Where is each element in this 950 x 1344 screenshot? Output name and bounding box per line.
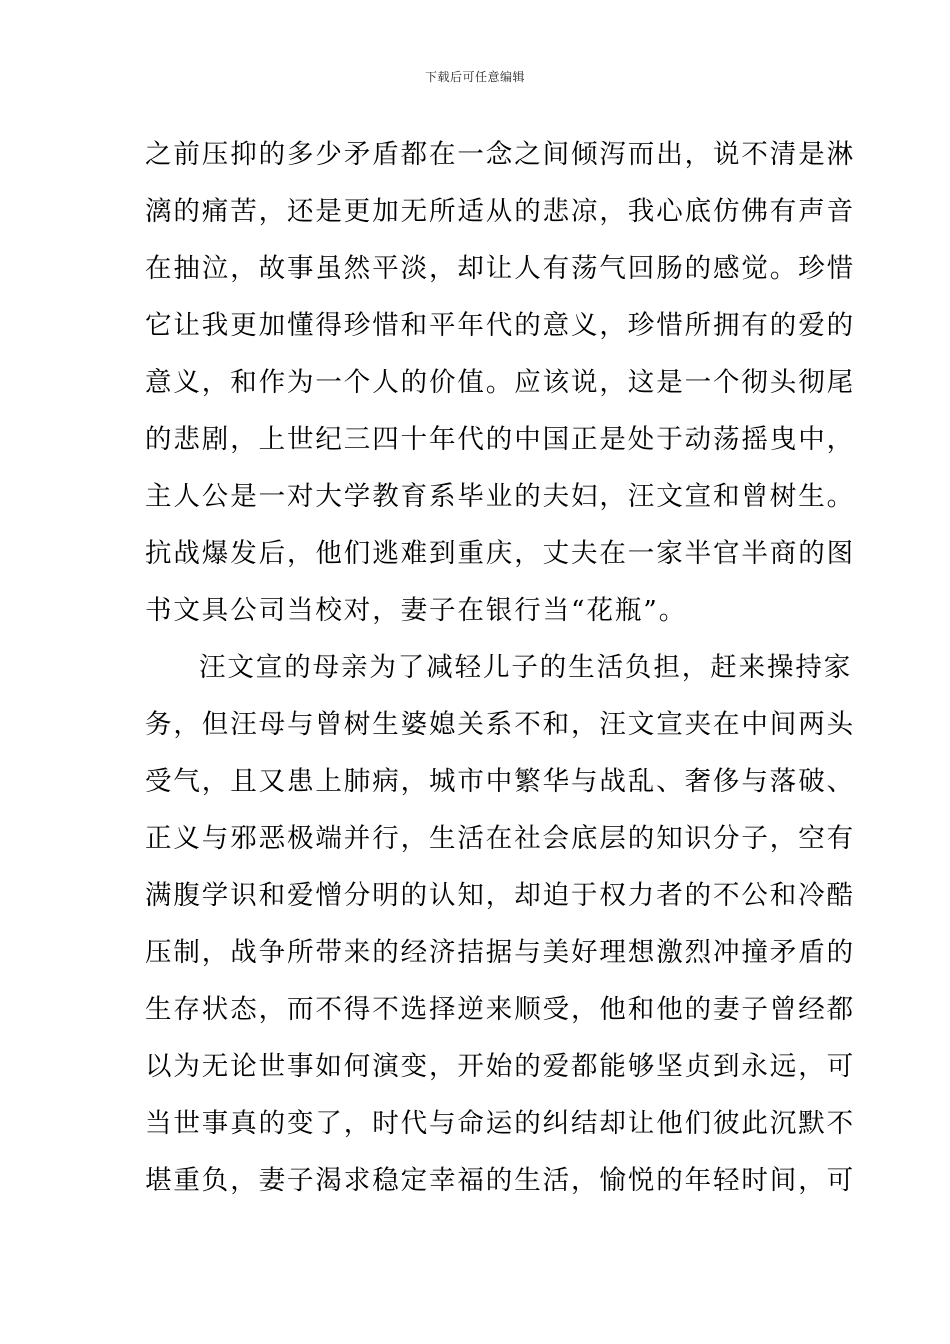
text-line: 生存状态，而不得不选择逆来顺受，他和他的妻子曾经都 [145, 994, 855, 1025]
page-header: 下载后可任意编辑 [424, 70, 525, 84]
text-line: 它让我更加懂得珍惜和平年代的意义，珍惜所拥有的爱的 [145, 310, 855, 341]
document-body [145, 126, 855, 1209]
text-line: 的悲剧，上世纪三四十年代的中国正是处于动荡摇曳中， [145, 424, 855, 455]
text-line: 在抽泣，故事虽然平淡，却让人有荡气回肠的感觉。珍惜 [145, 253, 855, 284]
text-line: 当世事真的变了，时代与命运的纠结却让他们彼此沉默不 [145, 1108, 855, 1139]
text-line: 书文具公司当校对，妻子在银行当“花瓶”。 [145, 595, 688, 626]
text-line: 漓的痛苦，还是更加无所适从的悲凉，我心底仿佛有声音 [145, 196, 855, 227]
text-line: 以为无论世事如何演变，开始的爱都能够坚贞到永远，可 [145, 1051, 855, 1082]
text-line: 堪重负，妻子渴求稳定幸福的生活，愉悦的年轻时间，可 [145, 1165, 855, 1196]
text-line: 正义与邪恶极端并行，生活在社会底层的知识分子，空有 [145, 823, 855, 854]
text-line: 压制，战争所带来的经济拮据与美好理想激烈冲撞矛盾的 [145, 937, 855, 968]
paragraph-first-line: 汪文宣的母亲为了减轻儿子的生活负担，赶来操持家 [199, 652, 853, 683]
text-line: 务，但汪母与曾树生婆媳关系不和，汪文宣夹在中间两头 [145, 709, 855, 740]
text-line: 主人公是一对大学教育系毕业的夫妇，汪文宣和曾树生。 [145, 481, 855, 512]
text-line: 意义，和作为一个人的价值。应该说，这是一个彻头彻尾 [145, 367, 855, 398]
text-line: 抗战爆发后，他们逃难到重庆，丈夫在一家半官半商的图 [145, 538, 855, 569]
text-line: 受气，且又患上肺病，城市中繁华与战乱、奢侈与落破、 [145, 766, 855, 797]
text-line: 满腹学识和爱憎分明的认知，却迫于权力者的不公和冷酷 [145, 880, 855, 911]
text-line: 之前压抑的多少矛盾都在一念之间倾泻而出，说不清是淋 [145, 139, 855, 170]
